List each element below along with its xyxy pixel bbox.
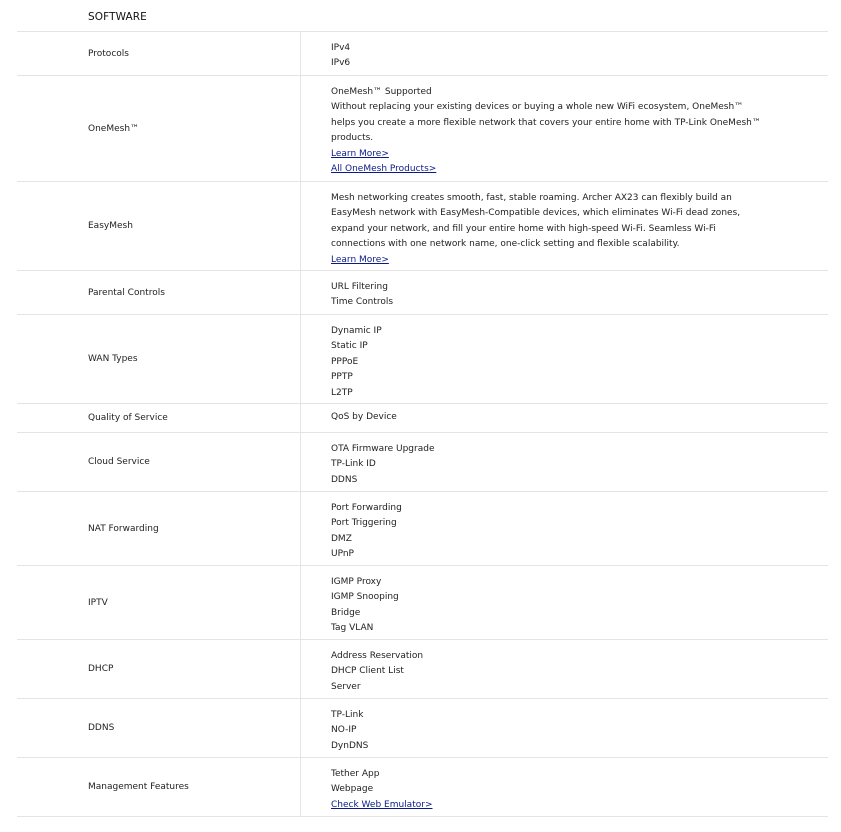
spec-value-line: Tether App [331,769,380,779]
spec-label: WAN Types [17,315,301,403]
spec-row-nat-forwarding [17,492,828,566]
spec-value [301,492,828,565]
spec-value-line: PPPoE [331,356,359,367]
learn-more-link[interactable]: Learn More> [331,148,389,159]
spec-row-ddns [17,699,828,758]
spec-label: IPTV [17,566,301,639]
spec-value-line: Webpage [331,784,374,795]
spec-row-iptv [17,566,828,640]
spec-value-line: L2TP [331,387,353,398]
spec-value-line: Port Triggering [331,518,397,529]
spec-value-line: TP-Link [331,710,364,720]
spec-row-cloud-service [17,433,828,492]
spec-value-line: DynDNS [331,740,369,751]
spec-value-line: Bridge [331,607,361,618]
spec-value-line: Tag VLAN [331,623,374,634]
spec-label: OneMesh™ [17,76,301,181]
spec-label: Cloud Service [17,433,301,491]
spec-value [301,566,828,639]
spec-value-line: IPv6 [331,58,351,69]
spec-label: EasyMesh [17,182,301,270]
spec-value-line: NO-IP [331,725,357,736]
section-title: SOFTWARE [88,11,147,23]
spec-value-line: OneMesh™ Supported [331,87,432,97]
spec-value-line: DMZ [331,533,352,544]
spec-value-line: Server [331,681,361,692]
all-onemesh-products-link[interactable]: All OneMesh Products> [331,164,437,175]
spec-value-line: DDNS [331,474,358,485]
spec-row-management-features [17,758,828,817]
spec-value [301,271,828,314]
spec-value-line: IPv4 [331,43,351,53]
spec-value-line: DHCP Client List [331,666,404,677]
spec-value [301,758,828,816]
spec-value-line: Time Controls [331,297,394,308]
spec-value-line: QoS by Device [331,412,397,422]
spec-value [301,404,828,432]
spec-label: DDNS [17,699,301,757]
spec-label: NAT Forwarding [17,492,301,565]
spec-label: Parental Controls [17,271,301,314]
spec-label: Quality of Service [17,404,301,432]
spec-value [301,315,828,403]
spec-value-line: IGMP Snooping [331,592,399,603]
spec-value-line: UPnP [331,549,354,560]
spec-value-line: Port Forwarding [331,503,402,513]
spec-value [301,32,828,75]
learn-more-link[interactable]: Learn More> [331,254,389,265]
spec-value-line: PPTP [331,372,353,383]
spec-value [301,76,828,181]
spec-value-line: URL Filtering [331,282,388,292]
spec-value-line: TP-Link ID [331,459,376,470]
section-header [17,0,828,32]
spec-value [301,699,828,757]
spec-value-line: IGMP Proxy [331,577,382,587]
spec-value [301,433,828,491]
spec-label: DHCP [17,640,301,698]
spec-row-protocols [17,32,828,76]
spec-value-line: OTA Firmware Upgrade [331,444,435,454]
spec-value-line: Address Reservation [331,651,424,661]
spec-row-quality-of-service [17,404,828,433]
spec-row-onemesh [17,76,828,182]
spec-value [301,640,828,698]
spec-row-parental-controls [17,271,828,315]
spec-value-line: Static IP [331,341,368,352]
spec-row-easymesh [17,182,828,271]
spec-row-wan-types [17,315,828,404]
spec-value-line: Dynamic IP [331,326,382,336]
spec-label: Protocols [17,32,301,75]
spec-label: Management Features [17,758,301,816]
specifications-table [17,0,828,817]
spec-description: Without replacing your existing devices or buying a whole new WiFi ecosystem, OneMesh™ helps you create a more flexible network that covers your entire home with TP-Link OneMesh™ products. [331,102,761,144]
check-web-emulator-link[interactable]: Check Web Emulator> [331,799,433,810]
spec-row-dhcp [17,640,828,699]
spec-value [301,182,828,270]
spec-description: Mesh networking creates smooth, fast, stable roaming. Archer AX23 can flexibly build an EasyMesh network with EasyMesh-Compatible devices, which eliminates Wi-Fi dead zones, expand your network, and fill your entire home with high-speed Wi-Fi. Seamless Wi-Fi connections with one network name, one-click setting and flexible scalability. [331,193,741,250]
